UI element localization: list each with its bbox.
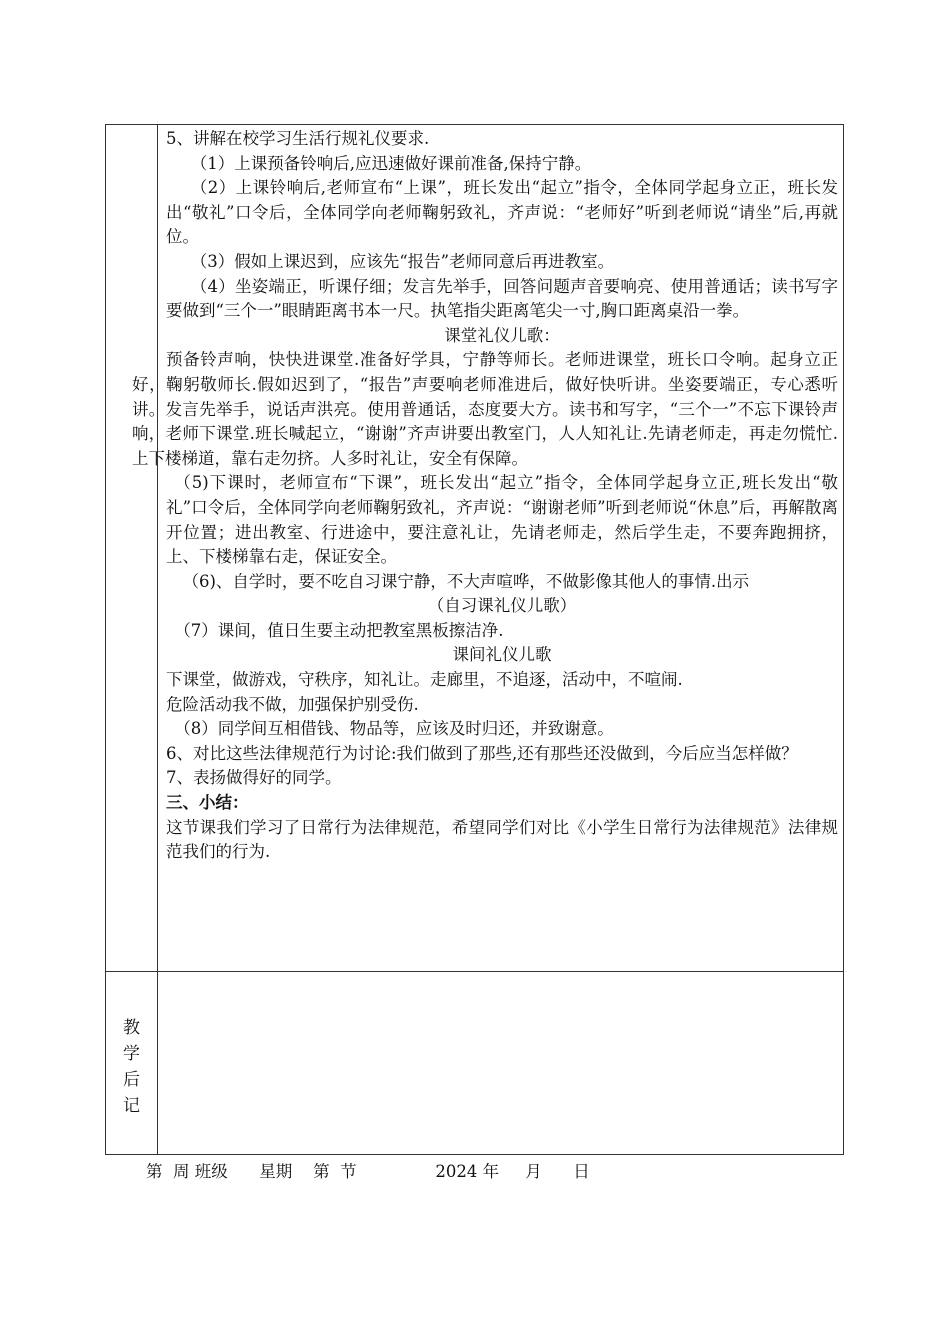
row-divider xyxy=(106,971,843,972)
rule-2: （2）上课铃响后,老师宣布“上课”，班长发出“起立”指令，全体同学起身立正，班长发出“敬礼”口令后，全体同学向老师鞠躬致礼，齐声说：“老师好”听到老师说“请坐”后,再就位。 xyxy=(166,178,838,247)
footer-schedule-line: 第 周 班级 星期 第 节 2024 年 月 日 xyxy=(146,1162,590,1181)
break-poem-title: 课间礼仪儿歌 xyxy=(452,645,552,665)
classroom-poem-title: 课堂礼仪儿歌： xyxy=(444,325,560,345)
rule-4: （4）坐姿端正，听课仔细；发言先举手，回答问题声音要响亮、使用普通话；读书写字要做到“三个一”眼睛距离书本一尺。执笔指尖距离笔尖一寸,胸口距离桌沿一拳。 xyxy=(166,276,838,321)
step-7: 7、表扬做得好的同学。 xyxy=(166,768,342,788)
break-poem-line-1: 下课堂，做游戏，守秩序，知礼让。走廊里，不追逐，活动中，不喧闹. xyxy=(166,670,683,690)
step-6: 6、对比这些法律规范行为讨论:我们做到了那些,还有那些还没做到，今后应当怎样做？ xyxy=(166,743,798,763)
column-divider xyxy=(157,125,158,1154)
notes-label-char: 教 xyxy=(123,1018,140,1038)
notes-label-char: 记 xyxy=(123,1096,140,1116)
self-study-poem-title: （自习课礼仪儿歌） xyxy=(427,596,577,616)
rule-7: （7）课间，值日生要主动把教室黑板擦洁净. xyxy=(174,620,504,640)
rule-6: （6)、自学时，要不吃自习课宁静，不大声喧哗，不做影像其他人的事情.出示 xyxy=(182,571,750,591)
summary-text: 这节课我们学习了日常行为法律规范，希望同学们对比《小学生日常行为法律规范》法律规范我们的行为. xyxy=(166,817,838,862)
notes-label-char: 后 xyxy=(123,1070,140,1090)
step-5-heading: 5、讲解在校学习生活行规礼仪要求. xyxy=(166,129,430,148)
rule-3: （3）假如上课迟到，应该先“报告”老师同意后再进教室。 xyxy=(190,251,615,271)
break-poem-line-2: 危险活动我不做，加强保护别受伤. xyxy=(166,694,419,714)
classroom-poem-text: 预备铃声响，快快进课堂.准备好学具，宁静等师长。老师进课堂，班长口令响。起身立正好，鞠躬敬师长.假如迟到了，“报告”声要响老师准进后，做好快听讲。坐姿要端正，专心悉听讲。发言先举手，说话声洪亮。使用普通话，态度要大方。读书和写字，“三个一”不忘下课铃声响，老师下课堂.班长喊起立，“谢谢”齐声讲要出教室门，人人知礼让.先请老师走，再走勿慌忙.上下楼梯道，靠右走勿挤。人多时礼让，安全有保障。 xyxy=(132,350,838,468)
rule-1: （1）上课预备铃响后,应迅速做好课前准备,保持宁静。 xyxy=(190,153,592,173)
classroom-poem xyxy=(132,348,838,471)
rule-8: （8）同学间互相借钱、物品等，应该及时归还，并致谢意。 xyxy=(174,719,614,739)
lesson-content xyxy=(132,127,838,865)
lesson-table xyxy=(105,124,844,1155)
notes-label-char: 学 xyxy=(123,1044,140,1064)
rule-5: （5)下课时，老师宣布“下课”，班长发出“起立”指令，全体同学起身立正,班长发出“敬礼”口令后，全体同学向老师鞠躬致礼，齐声说：“谢谢老师”听到老师说“休息”后，再解散离开位置；进出教室、行进途中，要注意礼让，先请老师走，然后学生走，不要奔跑拥挤，上、下楼梯靠右走，保证安全。 xyxy=(166,473,838,567)
summary-heading: 三、小结： xyxy=(166,793,249,813)
teaching-notes-label xyxy=(106,1015,157,1119)
